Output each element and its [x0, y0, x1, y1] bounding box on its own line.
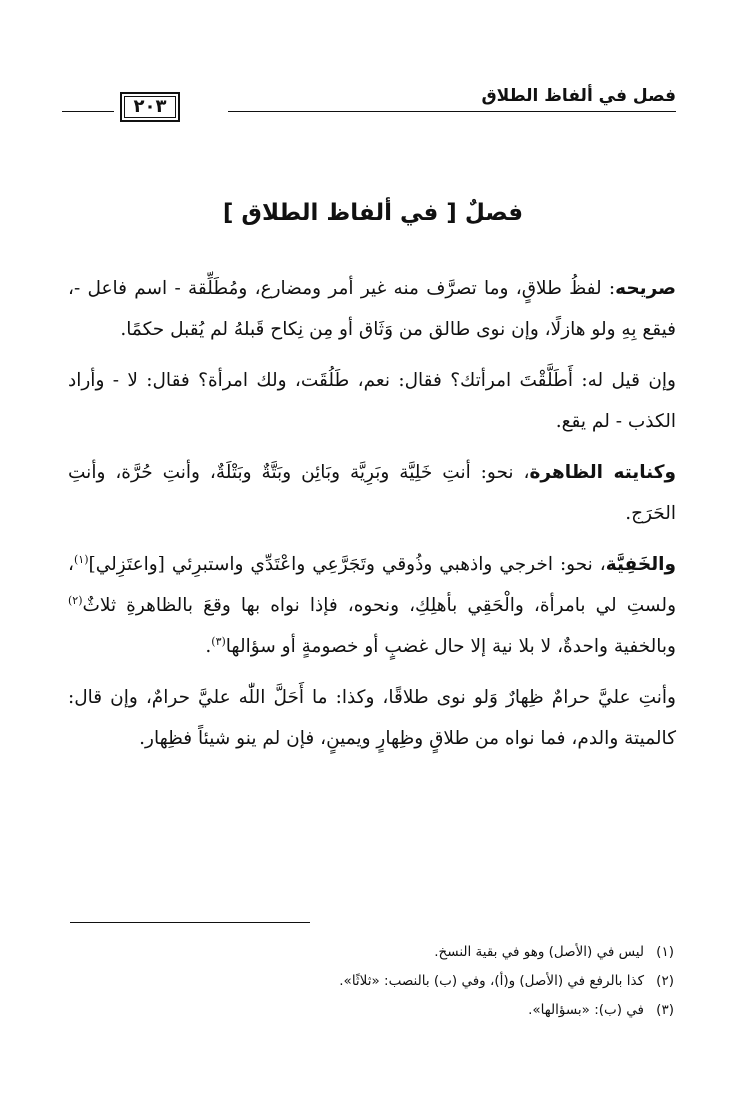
paragraph-text: وأنتِ عليَّ حرامٌ ظِهارٌ وَلو نوى طلاقًا، وكذا: ما أَحَلَّ اللّٰه عليَّ حرامٌ، وإن قال: كالميتة والدم، فما نواه من طلاقٍ وظِهارٍ ويمينٍ، فإن لم ينو شيئاً فظِهار.	[68, 687, 676, 749]
paragraph-text: ، نحو: اخرجي واذهبي وذُوقي وتَجَرَّعِي واعْتَدِّي واستبرِئي [واعتَزِلي]	[88, 554, 606, 575]
keyword-explicit: صريحه	[615, 278, 676, 299]
paragraph-text: .	[205, 636, 212, 657]
paragraph-hidden-allusion	[68, 544, 676, 667]
keyword-hidden-allusion: والخَفِيَّة	[605, 554, 676, 575]
footnote-separator	[70, 922, 310, 923]
paragraph-question	[68, 360, 676, 442]
section-heading: فصلٌ [ في ألفاظ الطلاق ]	[222, 200, 524, 226]
paragraph-text: : لفظُ طلاقٍ، وما تصرَّف منه غير أمر ومضارع، ومُطَلِّقة - اسم فاعل -، فيقع بِهِ ولو هازلًا، وإن نوى طالق من وَثَاق أو مِن نِكاح قَبلهُ لم يُقبل حكمًا.	[68, 278, 676, 340]
footnote-marker-3[interactable]: (٣)	[211, 634, 226, 648]
footnote-number: (٣)	[656, 1002, 674, 1018]
header-rule-short	[62, 111, 114, 112]
paragraph-forbidden	[68, 677, 676, 759]
footnote-1	[70, 938, 674, 967]
keyword-apparent-allusion: وكنايته الظاهرة	[529, 462, 676, 483]
footnote-2	[70, 967, 674, 996]
paragraph-apparent-allusion	[68, 452, 676, 534]
footnote-text: كذا بالرفع في (الأصل) و(أ)، وفي (ب) بالنصب: «ثلاثًا».	[339, 973, 644, 989]
running-header-title: فصل في ألفاظ الطلاق	[481, 86, 676, 106]
paragraph-explicit	[68, 268, 676, 350]
paragraph-text: ، نحو: أنتِ خَلِيَّة وبَرِيَّة وبَائِن وبَتَّةٌ وبَتْلَةٌ، وأنتِ حُرَّة، وأنتِ الحَرَج.	[68, 462, 676, 524]
page-number: ٢٠٣	[120, 92, 180, 122]
footnote-marker-1[interactable]: (١)	[73, 552, 89, 566]
main-text	[68, 268, 676, 769]
footnote-number: (١)	[656, 944, 674, 960]
footnote-text: ليس في (الأصل) وهو في بقية النسخ.	[434, 944, 644, 960]
footnote-number: (٢)	[656, 973, 674, 989]
footnote-text: في (ب): «بسؤالها».	[528, 1002, 644, 1018]
footnote-3	[70, 996, 674, 1025]
paragraph-text: وإن قيل له: أَطَلَّقْتَ امرأتك؟ فقال: نعم، طَلُقَت، ولك امرأة؟ فقال: لا - وأراد الكذب - لم يقع.	[68, 370, 676, 432]
header-rule	[228, 111, 676, 112]
running-header	[62, 84, 676, 118]
footnote-marker-2[interactable]: (٢)	[68, 593, 83, 607]
paragraph-text: وبالخفية واحدةٌ، لا بلا نية إلا حال غضبٍ أو خصومةٍ أو سؤالها	[225, 636, 676, 657]
footnotes	[70, 938, 674, 1025]
paragraph-text: ، ولستِ لي بامرأة، والْحَقِي بأهلِكِ، ونحوه، فإذا نواه بها وقعَ بالظاهرةِ ثلاثٌ	[68, 554, 676, 616]
